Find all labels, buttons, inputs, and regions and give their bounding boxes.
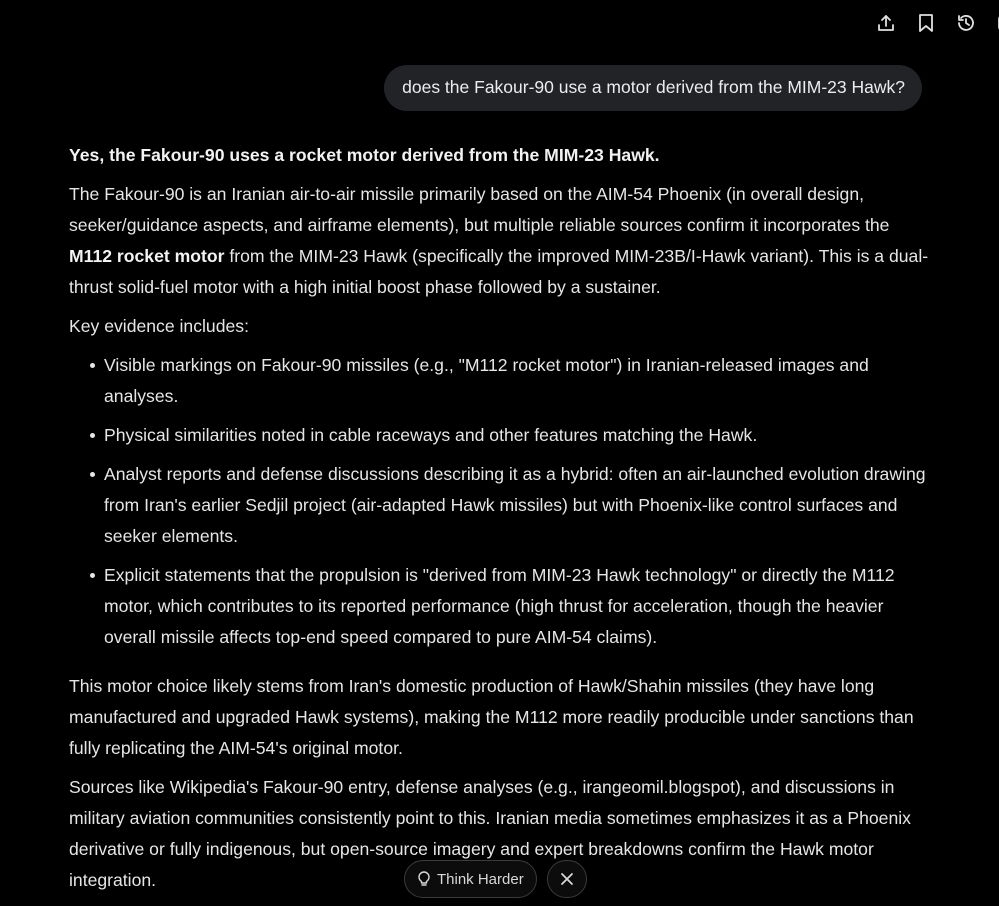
lightbulb-icon: [417, 871, 431, 887]
answer-paragraph-1: [69, 179, 931, 303]
history-button[interactable]: [946, 10, 986, 36]
evidence-item: Physical similarities noted in cable raceways and other features matching the Hawk.: [104, 420, 931, 451]
evidence-item: Explicit statements that the propulsion is "derived from MIM-23 Hawk technology" or directly the M112 motor, which contributes to its reported performance (high thrust for acceleration, though the heavier overall missile affects top-end speed compared to pure AIM-54 claims).: [104, 560, 931, 653]
user-message-bubble: does the Fakour-90 use a motor derived from the MIM-23 Hawk?: [384, 65, 922, 111]
history-icon: [956, 13, 976, 33]
think-harder-label: Think Harder: [437, 870, 524, 888]
key-evidence-heading: Key evidence includes:: [69, 316, 249, 336]
answer-paragraph-2: This motor choice likely stems from Iran's domestic production of Hawk/Shahin missiles (they have long manufactured and upgraded Hawk systems), making the M112 more readily producible under sanctions than fully replicating the AIM-54's original motor.: [69, 676, 914, 758]
bookmark-button[interactable]: [906, 10, 946, 36]
answer-p1-bold: M112 rocket motor: [69, 246, 225, 266]
answer-p1-part-b: from the MIM-23 Hawk (specifically the improved MIM-23B/I-Hawk variant). This is a dual-thrust solid-fuel motor with a high initial boost phase followed by a sustainer.: [69, 246, 929, 297]
answer-lead: Yes, the Fakour-90 uses a rocket motor derived from the MIM-23 Hawk.: [69, 145, 660, 165]
evidence-item: Visible markings on Fakour-90 missiles (e.g., "M112 rocket motor") in Iranian-released images and analyses.: [104, 350, 931, 412]
bottom-action-bar: [404, 860, 587, 898]
top-toolbar: [866, 10, 999, 36]
answer-p1-part-a: The Fakour-90 is an Iranian air-to-air missile primarily based on the AIM-54 Phoenix (in overall design, seeker/guidance aspects, and airframe elements), but multiple reliable sources confirm it incorporates the: [69, 184, 890, 235]
close-button[interactable]: [547, 860, 587, 898]
evidence-list: [69, 350, 931, 653]
answer-paragraph-3: Sources like Wikipedia's Fakour-90 entry, defense analyses (e.g., irangeomil.blogspot), and discussions in military aviation communities consistently point to this. Iranian media sometimes emphasizes it as a Phoenix derivative or fully indigenous, but open-source imagery and expert breakdowns confirm the Hawk motor integration.: [69, 777, 911, 890]
evidence-item: Analyst reports and defense discussions describing it as a hybrid: often an air-launched evolution drawing from Iran's earlier Sedjil project (air-adapted Hawk missiles) but with Phoenix-like control surfaces and seeker elements.: [104, 459, 931, 552]
close-icon: [560, 872, 574, 886]
assistant-answer: [69, 140, 931, 904]
think-harder-button[interactable]: [404, 860, 537, 898]
new-chat-button[interactable]: [986, 10, 999, 36]
bookmark-icon: [917, 13, 935, 33]
share-icon: [876, 13, 896, 33]
share-button[interactable]: [866, 10, 906, 36]
